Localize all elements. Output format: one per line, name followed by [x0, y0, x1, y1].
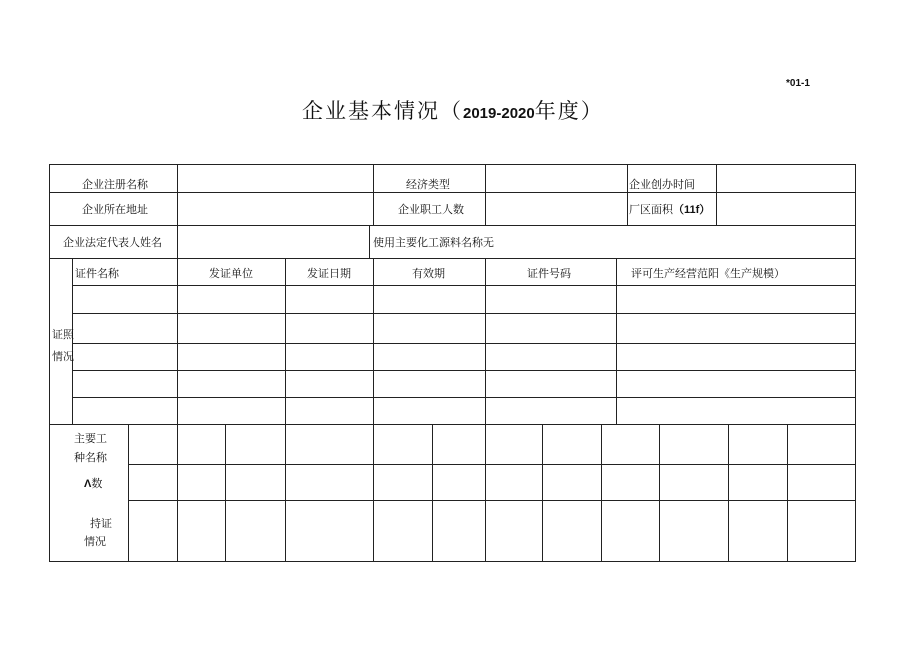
work-cert-label-2: 情况: [84, 535, 106, 548]
label-address: 企业所在地址: [82, 203, 148, 216]
work-cert-label-1: 持证: [90, 517, 112, 530]
label-employees: 企业职工人数: [398, 203, 464, 216]
title-suffix: 年度）: [534, 99, 604, 123]
work-type-label-2: 种名称: [74, 451, 107, 464]
cert-side-label-1: 证照: [52, 328, 74, 341]
label-legal-rep: 企业法定代表人姓名: [63, 236, 162, 249]
title-years: 2019-2020: [463, 105, 535, 122]
cert-header-validity: 有效期: [412, 267, 445, 280]
area-label-text: 厂区面积: [629, 203, 673, 216]
label-founded: 企业创办时间: [629, 178, 695, 191]
form-border: [50, 165, 856, 562]
title-open-paren: （: [440, 99, 463, 123]
cert-side-label-2: 情况: [52, 350, 74, 363]
document-code: *01-1: [786, 78, 810, 89]
cert-header-name: 证件名称: [75, 267, 119, 280]
cert-header-number: 证件号码: [527, 267, 571, 280]
label-area: [629, 203, 710, 217]
work-count-text: 数: [91, 477, 103, 490]
work-count-label: [84, 477, 102, 491]
title-main: 企业基本情况: [302, 99, 440, 123]
label-econ-type: 经济类型: [406, 178, 450, 191]
cert-header-issue-date: 发证日期: [307, 267, 351, 280]
label-reg-name: 企业注册名称: [82, 178, 148, 191]
work-type-label-1: 主要工: [74, 432, 107, 445]
label-chem-raw: 使用主要化工源料名称无: [373, 236, 494, 249]
area-unit: （11f）: [673, 204, 711, 216]
cert-header-issuer: 发证单位: [209, 267, 253, 280]
cert-header-scope: 评可生产经营范阳《生产规模）: [631, 267, 785, 280]
work-count-prefix: Λ: [84, 478, 92, 490]
